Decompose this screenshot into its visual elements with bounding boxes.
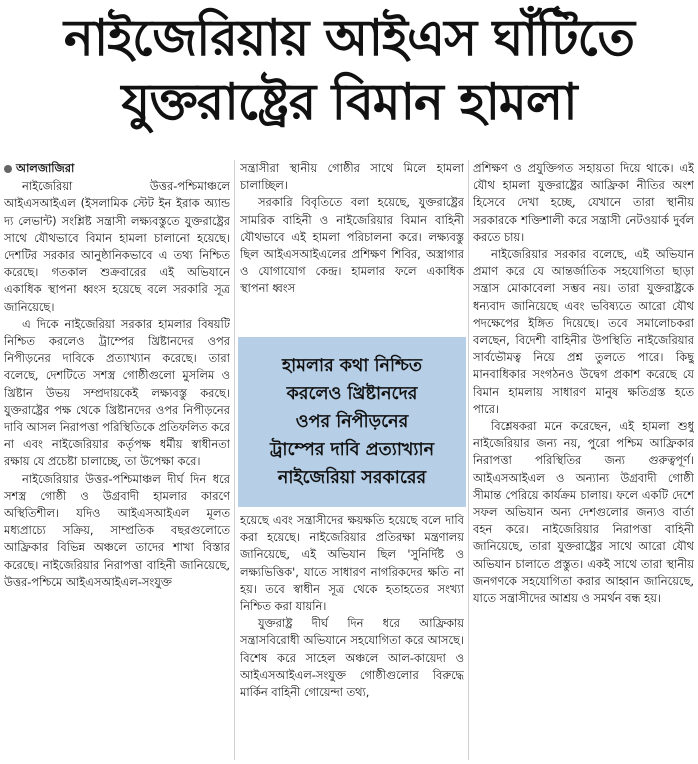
paragraph: নাইজেরিয়ার সরকার বলেছে, এই অভিযান প্রমাণ করে যে আন্তর্জাতিক সহযোগিতা ছাড়া সন্ত্রাস মোকাবেলা সম্ভব নয়। তারা যুক্তরাষ্ট্রকে ধন্যবাদ জানিয়েছে এবং ভবিষ্যতে আরো যৌথ পদক্ষেপের ইঙ্গিত দিয়েছে। তবে সমালোচকরা বলছেন, বিদেশী বাহিনীর উপস্থিতি নাইজেরিয়ার সার্বভৌমত্ব নিয়ে প্রশ্ন তুলতে পারে। কিছু মানবাধিকার সংগঠনও উদ্বেগ প্রকাশ করেছে যে বিমান হামলায় সাধারণ মানুষ ক্ষতিগ্রস্ত হতে পারে। — [473, 247, 694, 416]
bullet-icon — [4, 165, 12, 173]
column-2-top — [240, 160, 464, 334]
pull-quote-line: ওপর নিপীড়নের — [295, 412, 409, 432]
column-1 — [4, 160, 230, 760]
paragraph: যুক্তরাষ্ট্র দীর্ঘ দিন ধরে আফ্রিকায় সন্ত্রাসবিরোধী অভিযানে সহযোগিতা করে আসছে। বিশেষ করে সাহেল অঞ্চলে আল-কায়েদা ও আইএসআইএল-সংযুক্ত গোষ্ঠীগুলোর বিরুদ্ধে মার্কিন বাহিনী গোয়েন্দা তথ্য, — [240, 616, 464, 700]
column-divider — [234, 160, 235, 760]
paragraph: নাইজেরিয়ার উত্তর-পশ্চিমাঞ্চল দীর্ঘ দিন ধরে সশস্ত্র গোষ্ঠী ও উগ্রবাদী হামলার কারণে অস্থিতিশীল। যদিও আইএসআইএল মূলত মধ্যপ্রাচ্যে সক্রিয়, সাম্প্রতিক বছরগুলোতে আফ্রিকার বিভিন্ন অঞ্চলে তাদের শাখা বিস্তার করেছে। নাইজেরিয়ার নিরাপত্তা বাহিনী জানিয়েছে, উত্তর-পশ্চিমে আইএসআইএল-সংযুক্ত — [4, 471, 230, 589]
pull-quote-line: হামলার কথা নিশ্চিত — [281, 356, 423, 376]
paragraph: সরকারি বিবৃতিতে বলা হয়েছে, যুক্তরাষ্ট্রের সামরিক বাহিনী ও নাইজেরিয়ার বিমান বাহিনী যৌথভাবে এই হামলা পরিচালনা করে। লক্ষ্যবস্তু ছিল আইএসআইএলের প্রশিক্ষণ শিবির, অস্ত্রাগার ও যোগাযোগ কেন্দ্র। হামলার ফলে একাধিক স্থাপনা ধ্বংস — [240, 195, 464, 296]
column-3 — [473, 160, 694, 760]
headline-line-2: যুক্তরাষ্ট্রের বিমান হামলা — [121, 73, 577, 131]
pull-quote-line: করলেও খ্রিষ্টানদের — [286, 384, 418, 404]
paragraph: হয়েছে এবং সন্ত্রাসীদের ক্ষয়ক্ষতি হয়েছে বলে দাবি করা হয়েছে। নাইজেরিয়ার প্রতিরক্ষা মন্ত্রণালয় জানিয়েছে, এই অভিযান ছিল 'সুনির্দিষ্ট ও লক্ষ্যভিত্তিক', যাতে সাধারণ নাগরিকদের ক্ষতি না হয়। তবে স্বাধীন সূত্র থেকে হতাহতের সংখ্যা নিশ্চিত করা যায়নি। — [240, 513, 464, 614]
paragraph: প্রশিক্ষণ ও প্রযুক্তিগত সহায়তা দিয়ে থাকে। এই যৌথ হামলা যুক্তরাষ্ট্রের আফ্রিকা নীতির অংশ হিসেবে দেখা হচ্ছে, যেখানে তারা স্থানীয় সরকারকে শক্তিশালী করে সন্ত্রাসী নেটওয়ার্ক দুর্বল করতে চায়। — [473, 161, 694, 244]
headline — [0, 6, 698, 134]
paragraph: সন্ত্রাসীরা স্থানীয় গোষ্ঠীর সাথে মিলে হামলা চালাচ্ছিল। — [240, 161, 464, 193]
pull-quote-line: নাইজেরিয়া সরকারের — [277, 468, 427, 488]
source-label: আলজাজিরা — [16, 161, 75, 175]
column-divider — [468, 160, 469, 760]
paragraph: এ দিকে নাইজেরিয়া সরকার হামলার বিষয়টি নিশ্চিত করলেও ট্রাম্পের খ্রিষ্টানদের ওপর নিপীড়নের দাবিকে প্রত্যাখ্যান করেছে। তারা বলেছে, দেশটিতে সশস্ত্র গোষ্ঠীগুলো মুসলিম ও খ্রিষ্টান উভয় সম্প্রদায়কেই লক্ষ্যবস্তু করছে। যুক্তরাষ্ট্রের পক্ষ থেকে খ্রিষ্টানদের ওপর নিপীড়নের দাবি আসল নিরাপত্তা পরিস্থিতিকে প্রতিফলিত করে না এবং নাইজেরিয়ার কর্তৃপক্ষ ধর্মীয় স্বাধীনতা রক্ষায় যে প্রচেষ্টা চালাচ্ছে, তা উপেক্ষা করে। — [4, 316, 230, 469]
headline-line-1: নাইজেরিয়ায় আইএস ঘাঁটিতে — [63, 9, 635, 67]
pull-quote — [238, 337, 466, 507]
pull-quote-line: ট্রাম্পের দাবি প্রত্যাখ্যান — [269, 440, 435, 460]
source-credit — [4, 160, 230, 177]
paragraph: বিশ্লেষকরা মনে করেছেন, এই হামলা শুধু নাইজেরিয়ার জন্য নয়, পুরো পশ্চিম আফ্রিকার নিরাপত্তা পরিস্থিতির জন্য গুরুত্বপূর্ণ। আইএসআইএল ও অন্যান্য উগ্রবাদী গোষ্ঠী সীমান্ত পেরিয়ে কার্যক্রম চালায়। ফলে একটি দেশে সফল অভিযান অন্য দেশগুলোর জন্যও বার্তা বহন করে। নাইজেরিয়ার নিরাপত্তা বাহিনী জানিয়েছে, তারা যুক্তরাষ্ট্রের সাথে আরো যৌথ অভিযান চালাতে প্রস্তুত। একই সাথে তারা স্থানীয় জনগণকে সহযোগিতা করার আহ্বান জানিয়েছে, যাতে সন্ত্রাসীদের আশ্রয় ও সমর্থন বন্ধ হয়। — [473, 419, 694, 606]
column-2-bottom — [240, 512, 464, 760]
paragraph: নাইজেরিয়া উত্তর-পশ্চিমাঞ্চলে আইএসআইএল (ইসলামিক স্টেট ইন ইরাক অ্যান্ড দ্য লেভান্ট) সংশ্লিষ্ট সন্ত্রাসী লক্ষ্যবস্তুতে যুক্তরাষ্ট্রের সাথে যৌথভাবে বিমান হামলা চালানো হয়েছে। দেশটির সরকার আনুষ্ঠানিকভাবে এ তথ্য নিশ্চিত করেছে। গতকাল শুক্রবারের এই অভিযানে একাধিক স্থাপনা ধ্বংস হয়েছে বলে সরকারি সূত্র জানিয়েছে। — [4, 179, 230, 314]
